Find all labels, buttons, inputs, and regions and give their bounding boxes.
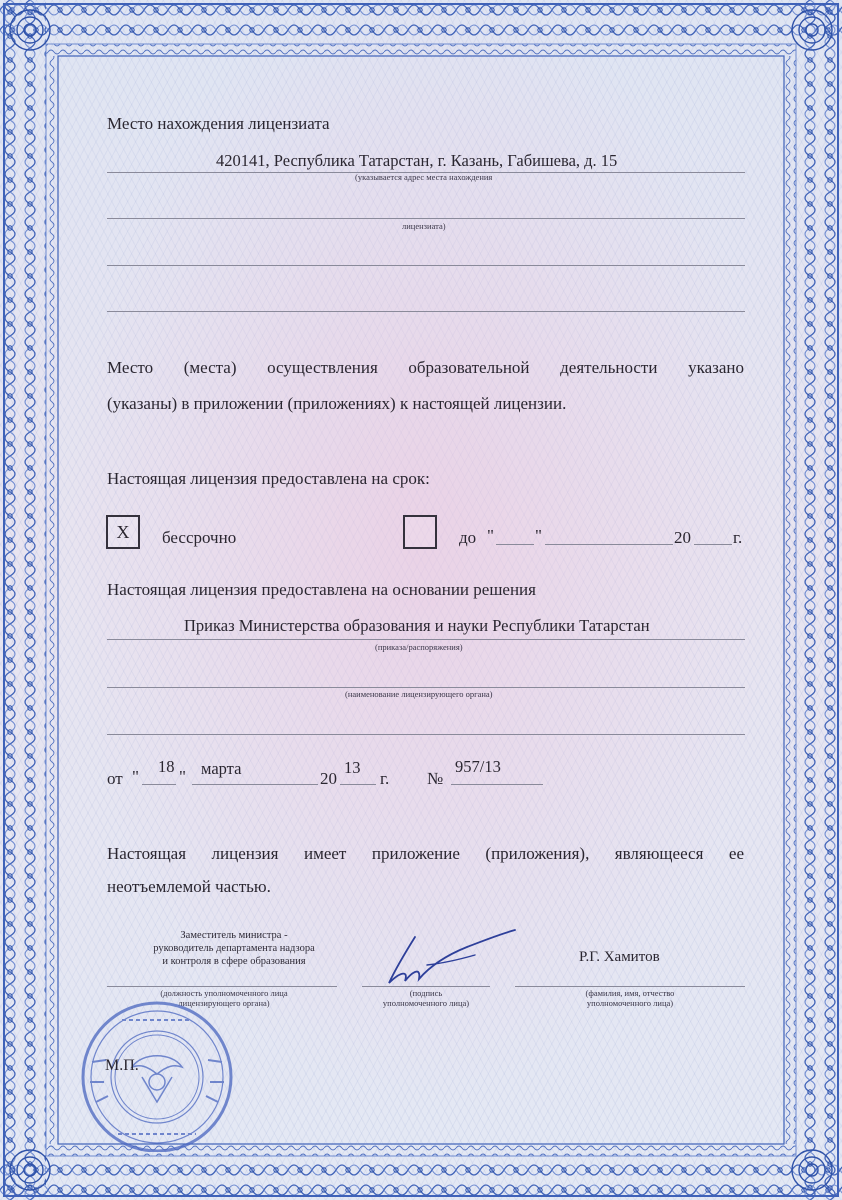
date-quote-close: " <box>179 767 186 786</box>
address-value: 420141, Республика Татарстан, г. Казань, Габишева, д. 15 <box>216 151 618 170</box>
location-heading: Место нахождения лицензиата <box>107 114 330 133</box>
authority-rule-2 <box>107 734 745 735</box>
activity-places-line2: (указаны) в приложении (приложениях) к настоящей лицензии. <box>107 394 567 413</box>
date-year-prefix: 20 <box>320 769 337 788</box>
blank-rule-1 <box>107 265 745 266</box>
until-year-rule <box>694 544 732 545</box>
until-quote-close: " <box>535 526 542 545</box>
until-year-prefix: 20 <box>674 528 691 547</box>
basis-heading: Настоящая лицензия предоставлена на основании решения <box>107 580 536 599</box>
date-day-rule <box>142 784 176 785</box>
order-value: Приказ Министерства образования и науки Республики Татарстан <box>184 616 650 635</box>
date-year-suffix: г. <box>380 769 390 788</box>
position-block: Заместитель министра - руководитель департамента надзора и контроля в сфере образования <box>153 930 315 967</box>
date-year-rule <box>340 784 376 785</box>
until-checkbox[interactable] <box>403 515 437 549</box>
blank-rule-2 <box>107 311 745 312</box>
date-from-label: от <box>107 769 123 788</box>
position-caption: (должность уполномоченного лица лицензирующего органа) <box>160 988 288 1008</box>
appendix-line1: Настоящая лицензия имеет приложение (приложения), являющееся ее <box>107 844 744 863</box>
indefinite-label: бессрочно <box>162 528 237 547</box>
indefinite-checkbox[interactable]: X <box>106 515 140 549</box>
address-rule-2 <box>107 218 745 219</box>
signature-rule <box>362 986 490 987</box>
order-caption: (приказа/распоряжения) <box>375 642 463 652</box>
order-rule <box>107 639 745 640</box>
appendix-line2: неотъемлемой частью. <box>107 877 271 896</box>
name-caption: (фамилия, имя, отчество уполномоченного лица) <box>585 988 675 1008</box>
order-number-rule <box>451 784 543 785</box>
signatory-name: Р.Г. Хамитов <box>579 949 660 965</box>
until-day-rule <box>496 544 534 545</box>
handwritten-signature <box>375 925 525 990</box>
address-caption: (указывается адрес места нахождения <box>355 172 493 182</box>
until-year-suffix: г. <box>733 528 743 547</box>
authority-caption: (наименование лицензирующего органа) <box>345 689 493 699</box>
address-caption-2: лицензиата) <box>402 221 446 231</box>
signature-caption: (подпись уполномоченного лица) <box>382 988 470 1008</box>
number-sign: № <box>427 769 444 788</box>
name-rule <box>515 986 745 987</box>
date-day: 18 <box>158 757 175 776</box>
activity-places-line1: Место (места) осуществления образовательной деятельности указано <box>107 358 744 377</box>
until-month-rule <box>545 544 673 545</box>
order-number: 957/13 <box>455 757 501 776</box>
authority-rule <box>107 687 745 688</box>
date-month: марта <box>201 759 242 778</box>
official-stamp <box>62 992 252 1152</box>
until-label: до <box>459 528 477 547</box>
position-rule <box>107 986 337 987</box>
stamp-label: М.П. <box>105 1057 139 1074</box>
date-year-value: 13 <box>344 758 361 777</box>
date-quote-open: " <box>132 767 139 786</box>
date-month-rule <box>192 784 318 785</box>
term-heading: Настоящая лицензия предоставлена на срок: <box>107 469 430 488</box>
until-quote-open: " <box>487 526 494 545</box>
